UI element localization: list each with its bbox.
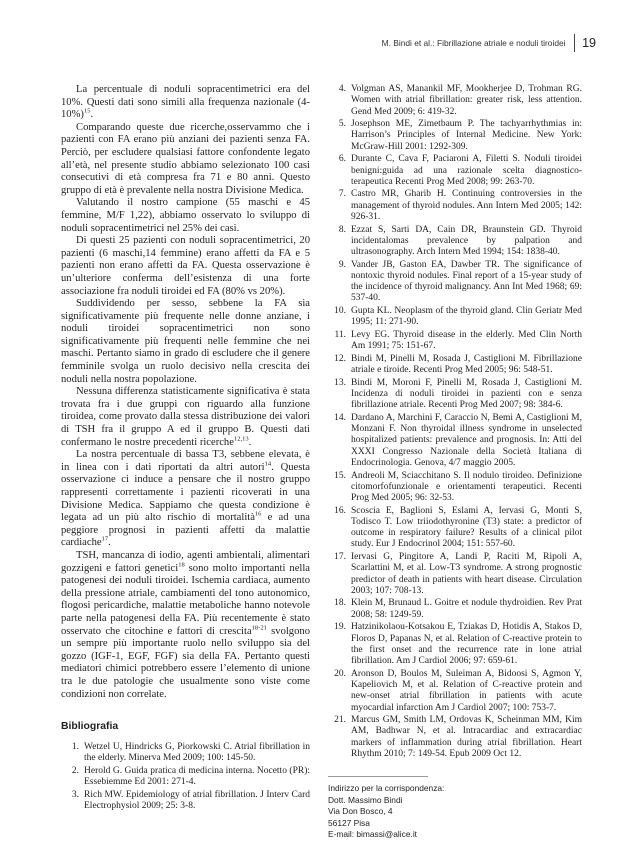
reference-text: Durante C, Cava F, Paciaroni A, Filetti S. Noduli tiroidei benigni:guida ad una razionale scelta diagnostico-terapeutica Recenti Prog Med 2008; 99: 263-70. — [351, 154, 582, 187]
reference-number: 16. — [334, 505, 346, 516]
reference-number: 19. — [334, 622, 346, 633]
reference-number: 21. — [334, 715, 346, 726]
paragraph-text: Suddividendo per sesso, sebbene la FA sia significativamente più frequente nelle donne anziane, i noduli tiroidei sopracentimetrici non sono significativamente più frequenti nelle femmine che nei maschi. Pertanto siamo in grado di escludere che il genere femminile svolga un ruolo decisivo nella crescita dei noduli nella nostra popolazione. — [61, 298, 310, 385]
reference-item — [328, 715, 582, 760]
reference-number: 10. — [334, 306, 346, 317]
reference-text: Josephson ME, Zimetbaum P. The tachyarrhythmias in: Harrison’s Principles of Internal Medicine. New York: McGraw-Hill 2001: 1292-309. — [351, 119, 582, 152]
reference-item — [328, 598, 582, 621]
page-header — [382, 34, 596, 52]
correspondence-email: E-mail: bimassi@alice.it — [328, 829, 418, 840]
reference-item — [328, 119, 582, 153]
reference-item — [328, 622, 582, 667]
reference-number: 17. — [334, 552, 346, 563]
reference-item — [328, 413, 582, 469]
reference-text: Volgman AS, Manankil MF, Mookherjee D, Trohman RG. Women with atrial fibrillation: greater risk, less attention. Gend Med 2009; 6: 419-32. — [351, 84, 582, 117]
header-divider — [574, 34, 576, 52]
paragraph-text: . — [108, 537, 111, 549]
reference-number: 18. — [334, 598, 346, 609]
reference-number: 15. — [334, 470, 346, 481]
paragraph-text: Valutando il nostro campione (55 maschi e 45 femmine, M/F 1,22), abbiamo osservato lo sviluppo di noduli sopracentimetrici nel 25% dei casi. — [61, 197, 310, 234]
paragraph-text: La percentuale di noduli sopracentimetrici era del 10%. Questi dati sono simili alla frequenza nazionale (4-10%) — [61, 84, 310, 121]
reference-text: Dardano A, Marchini F, Caraccio N, Bemi A, Castiglioni M, Monzani F. Non thyroidal illness syndrome in unselected hospitalized patients: prevalence and prognosis. In: Atti del XXXI Congresso Nazionale della Società Italiana di Endocrinologia. Genova, 4/7 maggio 2005. — [351, 412, 582, 468]
reference-text: Scoscia E, Baglioni S, Eslami A, Iervasi G, Monti S, Todisco T. Low triiodothyronine (T3) state: a predictor of outcome in respiratory failure? Results of a clinical pilot study. Eur J Endocrinol 2004; 151: 557-60. — [351, 505, 582, 550]
reference-item — [61, 790, 310, 813]
page-number: 19 — [582, 36, 596, 50]
paragraph-text: Di questi 25 pazienti con noduli sopracentimetrici, 20 pazienti (6 maschi,14 femmine) erano affetti da FA e 5 pazienti non erano affetti da FA. Questa osservazione è un’ulteriore conferma dell’esistenza di una forte associazione fra noduli tiroidei ed FA (80% vs 20%). — [61, 235, 310, 297]
correspondence-city: 56127 Pisa — [328, 817, 370, 828]
reference-number: 4. — [338, 84, 346, 94]
bibliography-title: Bibliografia — [61, 721, 119, 733]
reference-item — [328, 154, 582, 188]
paragraph-text: Nessuna differenza statisticamente significativa è stata trovata fra i due gruppi con riguardo alla funzione tiroidea, come provato dalla stessa distribuzione dei valori di TSH fra il gruppo A ed il gruppo B. Questi dati confermano le nostre precedenti ricerche — [61, 386, 310, 448]
reference-text: Rich MW. Epidemiology of atrial fibrillation. J Interv Card Electrophysiol 2009; 25: 3-8. — [84, 789, 310, 812]
paragraph-text: La nostra percentuale di bassa T3, sebbene elevata, è in linea con i dati riportati da altri autori — [61, 449, 310, 473]
citation-superscript: 14 — [264, 460, 272, 468]
reference-text: Ezzat S, Sarti DA, Cain DR, Braunstein GD. Thyroid incidentalomas prevalence by palpation and ultrasonography. Arch Intern Med 1994; 154: 1838-40. — [351, 224, 582, 258]
reference-item — [61, 742, 310, 765]
body-paragraph — [61, 386, 310, 449]
reference-number: 6. — [338, 154, 346, 165]
paragraph-text: . Questa osservazione ci induce a pensare che il nostro gruppo rappresenti correttamente i pazienti ricoverati in una Divisione Medica. Sappiamo che questa condizione è legata ad un più alto rischio di mortalità — [61, 461, 310, 524]
citation-superscript: 18 — [178, 561, 185, 569]
body-text — [61, 84, 310, 701]
reference-text: Hatzinikolaou-Kotsakou E, Tziakas D, Hotidis A, Stakos D, Floros D, Papanas N, et al. Relation of C-reactive protein to the first onset and the recurrence rate in lone atrial fibrillation. Am J Cardiol 2006; 97: 659-61. — [351, 622, 582, 667]
correspondence-heading: Indirizzo per la corrispondenza: — [328, 783, 445, 794]
reference-number: 11. — [334, 329, 346, 340]
right-column — [328, 84, 582, 841]
reference-number: 14. — [334, 412, 346, 423]
reference-text: Castro MR, Gharib H. Continuing controversies in the management of thyroid nodules. Ann Intern Med 2005; 142: 926-31. — [351, 189, 582, 222]
reference-item — [328, 471, 582, 505]
reference-text: Bindi M, Moroni F, Pinelli M, Rosada J, Castiglioni M. Incidenza di noduli tiroidei in pazienti con e senza fibrillazione atriale. Recenti Prog Med 2007; 98: 384-6. — [351, 377, 582, 411]
reference-text: Marcus GM, Smith LM, Ordovas K, Scheinman MM, Kim AM, Badhwar N, et al. Intracardiac and extracardiac markers of inflammation during atrial fibrillation. Heart Rhythm 2010; 7: 149-54. Epub 2009 Oct 12. — [351, 715, 582, 759]
reference-text: Iervasi G, Pingitore A, Landi P, Raciti M, Ripoli A, Scarlattini M, et al. Low-T3 syndrome. A strong prognostic predictor of death in patients with heart disease. Circulation 2003; 107: 708-13. — [351, 552, 582, 596]
reference-number: 13. — [334, 377, 346, 388]
paragraph-text: sono molto importanti nella patogenesi dei noduli tiroidei. Ischemia cardiaca, aumento della pressione atriale, cambiamenti del tono autonomico, flogosi pericardiche, malattie metaboliche hanno notevole parte nella patogenesi della FA. Più recentemente è stato osservato che citochine e fattori di crescita — [61, 562, 310, 637]
citation-superscript: 16 — [254, 510, 262, 518]
reference-number: 2. — [71, 765, 79, 776]
reference-number: 3. — [71, 789, 79, 800]
reference-item — [328, 189, 582, 223]
correspondence-name: Dott. Massimo Bindi — [328, 794, 403, 805]
reference-item — [328, 225, 582, 259]
reference-number: 20. — [334, 668, 346, 679]
reference-text: Klein M, Brunaud L. Goitre et nodule thydroidien. Rev Prat 2008; 58: 1249-59. — [351, 598, 582, 620]
body-paragraph — [61, 449, 310, 550]
body-paragraph — [61, 84, 310, 122]
paragraph-text: svolgono un sempre più importante ruolo nello sviluppo sia del gozzo (IGF-1, EGF, FGF) sia della FA. Pertanto questi mediatori chimici potrebbero essere l’elemento di unione tra le due patologie che usualmente sono viste come condizioni non correlate. — [61, 625, 310, 700]
reference-text: Vander JB, Gaston EA, Dawber TR. The significance of nontoxic thyroid nodules. Final report of a 15-year study of the incidence of thyroid malignancy. Ann Int Med 1968; 69: 537-40. — [351, 259, 582, 304]
reference-item — [61, 766, 310, 789]
reference-list-right — [328, 84, 582, 760]
reference-item — [328, 506, 582, 551]
reference-item — [328, 306, 582, 329]
reference-item — [328, 669, 582, 714]
reference-item — [328, 260, 582, 305]
correspondence-divider — [328, 776, 428, 777]
reference-item — [328, 378, 582, 412]
paragraph-text: TSH, mancanza di iodio, agenti ambientali, alimentari gozzigeni e fattori genetici — [61, 549, 310, 574]
citation-superscript: 18-21 — [251, 624, 267, 631]
citation-superscript: 17 — [101, 535, 109, 543]
body-paragraph — [61, 235, 310, 298]
reference-item — [328, 84, 582, 118]
reference-item — [328, 330, 582, 353]
reference-number: 5. — [338, 119, 346, 130]
reference-text: Wetzel U, Hindricks G, Piorkowski C. Atrial fibrillation in the elderly. Minerva Med 2009; 100: 145-50. — [84, 742, 310, 764]
reference-text: Gupta KL. Neoplasm of the thyroid gland. Clin Geriatr Med 1995; 11: 271-90. — [351, 306, 582, 328]
body-paragraph — [61, 550, 310, 701]
reference-list-left — [61, 742, 310, 812]
correspondence-block — [328, 783, 582, 841]
paragraph-text: . — [248, 436, 252, 448]
citation-superscript: 12,13 — [233, 435, 249, 443]
reference-item — [328, 552, 582, 597]
reference-text: Aronson D, Boulos M, Suleiman A, Bidoosi S, Agmon Y, Kapeliovich M, et al. Relation of C-reactive protein and new-onset atrial fibrillation in patients with acute myocardial infarction Am J Cardiol 2007; 100: 753-7. — [351, 668, 582, 713]
citation-superscript: 15 — [83, 107, 91, 115]
paragraph-text: . — [90, 109, 94, 121]
reference-number: 8. — [338, 224, 346, 235]
body-paragraph — [61, 298, 310, 386]
reference-text: Levy EG. Thyroid disease in the elderly. Med Clin North Am 1991; 75: 151-67. — [351, 329, 582, 352]
reference-number: 7. — [338, 189, 346, 200]
paragraph-text: e ad una peggiore prognosi in pazienti affetti da malattie cardiache — [61, 512, 310, 549]
reference-number: 9. — [338, 259, 346, 270]
reference-number: 1. — [71, 742, 79, 753]
reference-text: Bindi M, Pinelli M, Rosada J, Castiglioni M. Fibrillazione atriale e tiroide. Recenti Prog Med 2005; 96: 548-51. — [351, 353, 582, 376]
reference-text: Herold G. Guida pratica di medicina interna. Nocetto (PR): Essebiemme Ed 2001: 271-4. — [84, 765, 310, 788]
body-paragraph — [61, 122, 310, 198]
reference-item — [328, 354, 582, 377]
left-column — [61, 84, 310, 814]
reference-text: Andreoli M, Sciacchitano S. Il nodulo tiroideo. Definizione citomorfofunzionale e orientamenti terapeutici. Recenti Prog Med 2005; 96: 32-53. — [351, 470, 582, 504]
running-head: M. Bindi et al.: Fibrillazione atriale e noduli tiroidei — [381, 38, 566, 48]
paragraph-text: Comparando queste due ricerche,osservammo che i pazienti con FA erano più anziani dei pazienti senza FA. Perciò, per escludere qualsiasi fattore confondente legato all’età, nel presente studio abbiamo selezionato 100 casi consecutivi di età compresa fra 71 e 80 anni. Questo gruppo di età è prevalente nella nostra Divisione Medica. — [61, 121, 310, 196]
body-paragraph — [61, 197, 310, 235]
reference-number: 12. — [334, 353, 346, 364]
correspondence-street: Via Don Bosco, 4 — [328, 806, 393, 817]
